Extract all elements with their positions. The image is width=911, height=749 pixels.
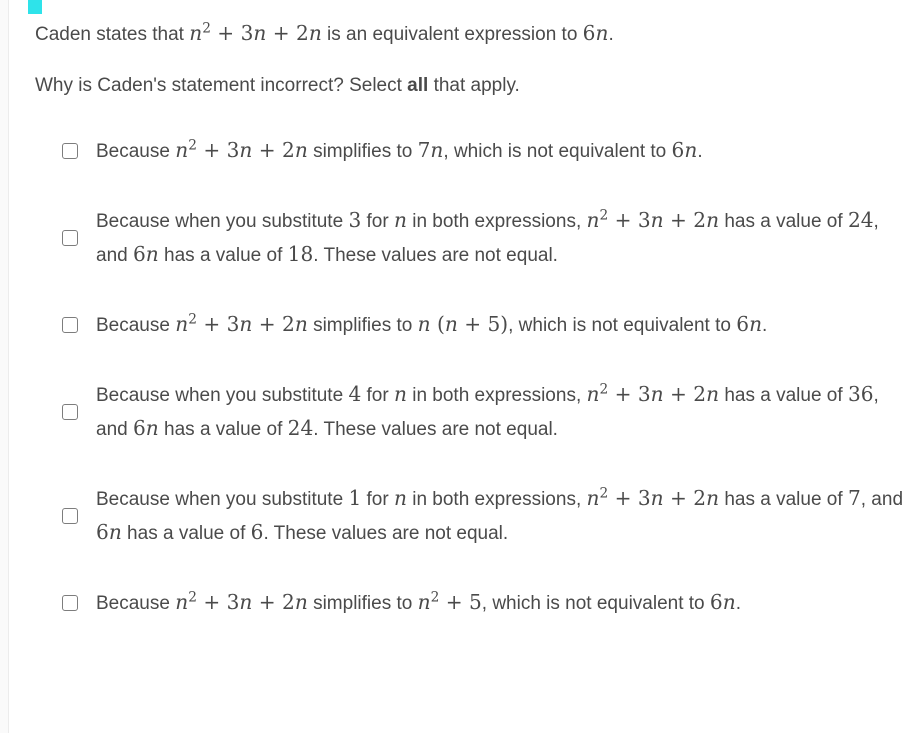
option-1-checkbox[interactable] — [62, 143, 78, 159]
answer-option-5[interactable] — [35, 482, 911, 550]
option-3-checkbox[interactable] — [62, 317, 78, 333]
option-2-label: Because when you substitute 3 for n in both expressions, $n^2 + 3n + 2n$ has a value of 24, and 6n has a value of 18. These values are not equal. — [96, 207, 879, 266]
option-2-checkbox[interactable] — [62, 230, 78, 246]
question-prompt: Why is Caden's statement incorrect? Select all that apply. — [35, 75, 520, 96]
option-4-checkbox[interactable] — [62, 404, 78, 420]
answer-option-2[interactable] — [35, 204, 911, 272]
option-6-label: Because $n^2 + 3n + 2n$ simplifies to $n^2 + 5$, which is not equivalent to 6n. — [96, 589, 741, 614]
answer-option-1[interactable] — [35, 134, 911, 168]
answer-option-3[interactable] — [35, 308, 911, 342]
option-5-checkbox[interactable] — [62, 508, 78, 524]
option-4-label: Because when you substitute 4 for n in both expressions, $n^2 + 3n + 2n$ has a value of 36, and 6n has a value of 24. These values are not equal. — [96, 381, 879, 440]
answer-options-list — [35, 134, 911, 620]
option-5-label: Because when you substitute 1 for n in both expressions, $n^2 + 3n + 2n$ has a value of 7, and 6n has a value of 6. These values are not equal. — [96, 485, 904, 544]
option-3-label: Because $n^2 + 3n + 2n$ simplifies to n (n + 5), which is not equivalent to 6n. — [96, 311, 768, 336]
option-6-checkbox[interactable] — [62, 595, 78, 611]
answer-option-4[interactable] — [35, 378, 911, 446]
option-1-label: Because $n^2 + 3n + 2n$ simplifies to 7n, which is not equivalent to 6n. — [96, 137, 703, 162]
question-statement: Caden states that $n^2 + 3n + 2n$ is an equivalent expression to 6n. — [35, 20, 614, 45]
answer-option-6[interactable] — [35, 586, 911, 620]
